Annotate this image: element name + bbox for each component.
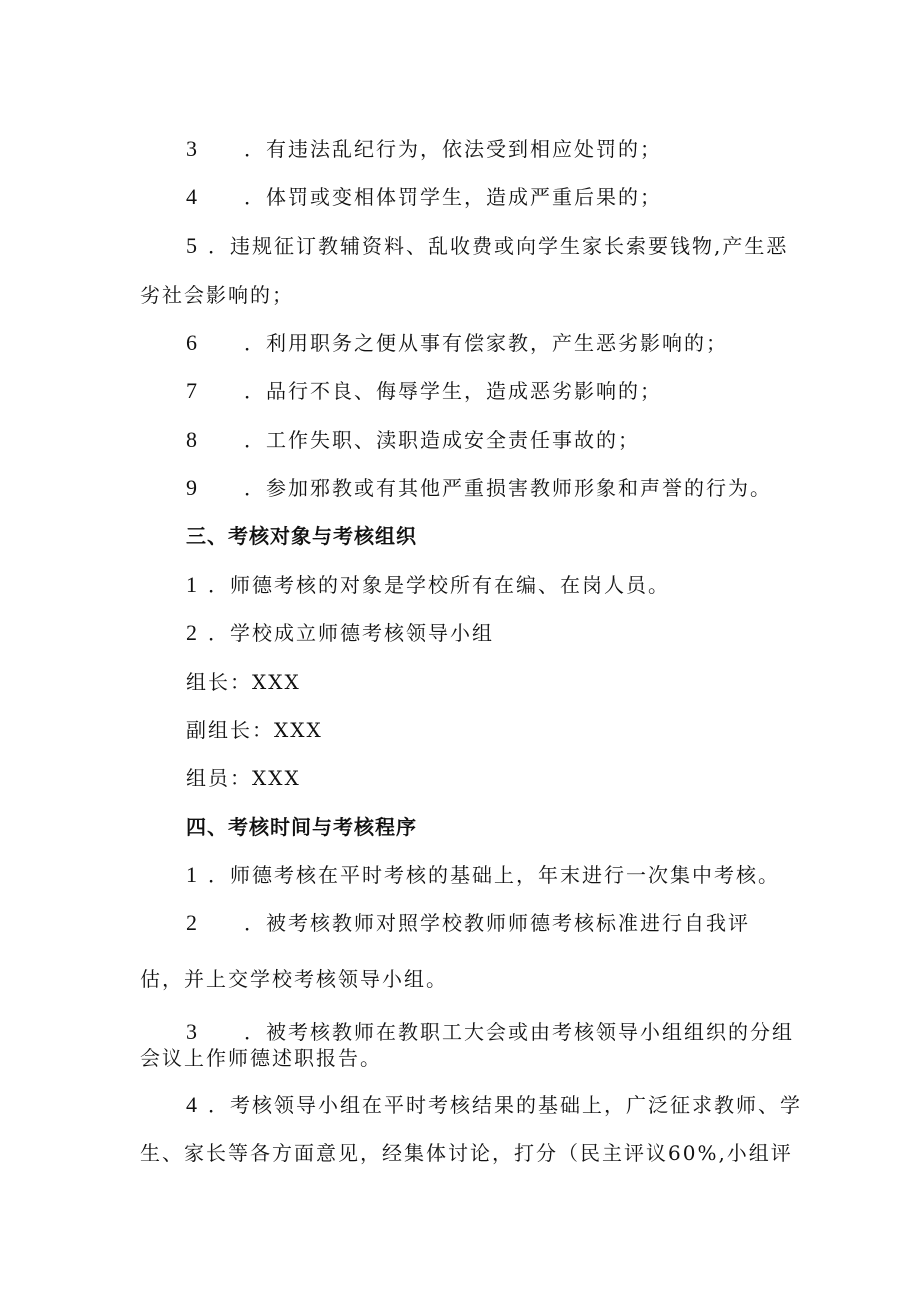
item-text: ．参加邪教或有其他严重损害教师形象和声誉的行为。 <box>244 476 772 500</box>
item-number: 2 <box>186 910 199 935</box>
list-item-6 <box>186 331 728 355</box>
section3-item-1 <box>186 573 670 597</box>
item-number: 4 <box>186 1092 199 1117</box>
item-text: ．师德考核的对象是学校所有在编、在岗人员。 <box>208 573 670 597</box>
item-text: ．被考核教师对照学校教师师德考核标准进行自我评 <box>244 911 750 935</box>
section4-item-4-line2: 生、家长等各方面意见，经集体讨论，打分（民主评议60%,小组评 <box>140 1141 793 1165</box>
item-text: ．体罚或变相体罚学生，造成严重后果的； <box>244 185 662 209</box>
item-number: 3 <box>186 136 199 161</box>
section4-item-3-line1 <box>186 1020 794 1044</box>
members-line: 组员：XXX <box>186 766 301 790</box>
item-text: ．利用职务之便从事有偿家教，产生恶劣影响的； <box>244 331 728 355</box>
list-item-3 <box>186 137 662 161</box>
section4-item-1 <box>186 863 780 887</box>
section4-item-2-line2: 估，并上交学校考核领导小组。 <box>140 967 448 991</box>
list-item-4 <box>186 185 662 209</box>
item-number: 5 <box>186 233 199 258</box>
item-number: 3 <box>186 1019 199 1044</box>
item-text: ．考核领导小组在平时考核结果的基础上，广泛征求教师、学 <box>208 1093 802 1117</box>
item-number: 6 <box>186 330 199 355</box>
item-text: ．违规征订教辅资料、乱收费或向学生家长索要钱物,产生恶 <box>208 234 789 258</box>
section4-item-3-line2: 会议上作师德述职报告。 <box>140 1046 382 1070</box>
section4-item-2-line1 <box>186 911 750 935</box>
item-number: 2 <box>186 620 199 645</box>
item-text: ．品行不良、侮辱学生，造成恶劣影响的； <box>244 379 662 403</box>
item-number: 1 <box>186 572 199 597</box>
section3-item-2 <box>186 621 494 645</box>
list-item-7 <box>186 379 662 403</box>
item-number: 8 <box>186 427 199 452</box>
item-text: ．工作失职、渎职造成安全责任事故的； <box>244 428 640 452</box>
item-number: 4 <box>186 184 199 209</box>
vice-leader-line: 副组长：XXX <box>186 718 323 742</box>
list-item-9 <box>186 476 772 500</box>
section-heading-3: 三、考核对象与考核组织 <box>186 524 417 548</box>
item-text: ．被考核教师在教职工大会或由考核领导小组组织的分组 <box>244 1020 794 1044</box>
list-item-5-line1 <box>186 234 788 258</box>
section-heading-4: 四、考核时间与考核程序 <box>186 815 417 839</box>
leader-line: 组长：XXX <box>186 670 301 694</box>
section4-item-4-line1 <box>186 1093 802 1117</box>
item-number: 7 <box>186 378 199 403</box>
item-number: 1 <box>186 862 199 887</box>
list-item-5-line2: 劣社会影响的； <box>140 283 294 307</box>
item-text: ．学校成立师德考核领导小组 <box>208 621 494 645</box>
item-text: ．有违法乱纪行为，依法受到相应处罚的； <box>244 137 662 161</box>
item-number: 9 <box>186 475 199 500</box>
list-item-8 <box>186 428 640 452</box>
item-text: ．师德考核在平时考核的基础上，年末进行一次集中考核。 <box>208 863 780 887</box>
